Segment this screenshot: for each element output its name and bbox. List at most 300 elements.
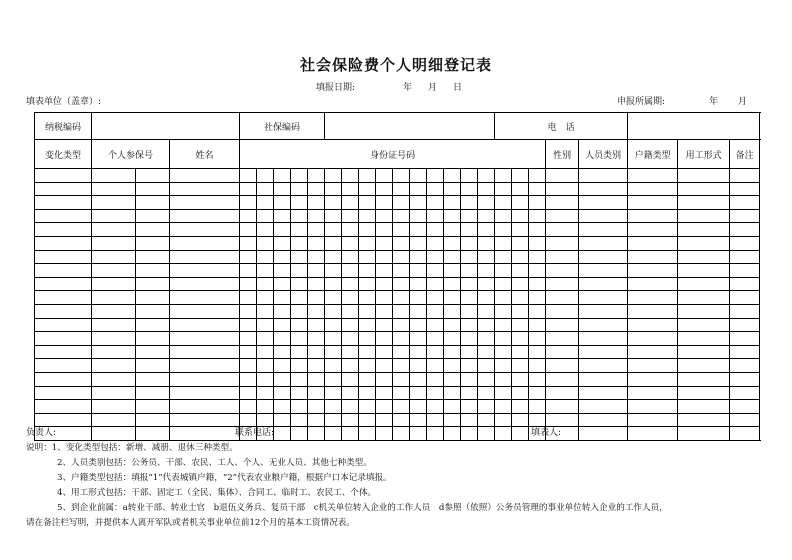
id-digit-cell[interactable] xyxy=(529,359,546,373)
entry-cell[interactable] xyxy=(628,277,678,291)
id-digit-cell[interactable] xyxy=(342,209,359,223)
entry-cell[interactable] xyxy=(136,236,170,250)
id-digit-cell[interactable] xyxy=(291,264,308,278)
entry-cell[interactable] xyxy=(628,400,678,414)
entry-cell[interactable] xyxy=(628,332,678,346)
id-digit-cell[interactable] xyxy=(461,332,478,346)
id-digit-cell[interactable] xyxy=(427,359,444,373)
entry-cell[interactable] xyxy=(170,427,240,441)
id-digit-cell[interactable] xyxy=(512,264,529,278)
id-digit-cell[interactable] xyxy=(308,304,325,318)
entry-cell[interactable] xyxy=(136,169,170,183)
id-digit-cell[interactable] xyxy=(240,413,257,427)
entry-cell[interactable] xyxy=(546,400,579,414)
entry-cell[interactable] xyxy=(628,169,678,183)
id-digit-cell[interactable] xyxy=(274,413,291,427)
entry-cell[interactable] xyxy=(92,332,136,346)
id-digit-cell[interactable] xyxy=(427,250,444,264)
entry-cell[interactable] xyxy=(170,291,240,305)
id-digit-cell[interactable] xyxy=(291,332,308,346)
id-digit-cell[interactable] xyxy=(325,264,342,278)
id-digit-cell[interactable] xyxy=(325,427,342,441)
entry-cell[interactable] xyxy=(92,304,136,318)
id-digit-cell[interactable] xyxy=(325,345,342,359)
id-digit-cell[interactable] xyxy=(478,413,495,427)
id-digit-cell[interactable] xyxy=(342,223,359,237)
entry-cell[interactable] xyxy=(136,264,170,278)
entry-cell[interactable] xyxy=(678,386,730,400)
entry-cell[interactable] xyxy=(35,223,92,237)
id-digit-cell[interactable] xyxy=(512,236,529,250)
entry-cell[interactable] xyxy=(136,277,170,291)
id-digit-cell[interactable] xyxy=(291,277,308,291)
id-digit-cell[interactable] xyxy=(495,413,512,427)
id-digit-cell[interactable] xyxy=(495,291,512,305)
entry-cell[interactable] xyxy=(730,386,760,400)
entry-cell[interactable] xyxy=(546,318,579,332)
id-digit-cell[interactable] xyxy=(444,400,461,414)
id-digit-cell[interactable] xyxy=(257,386,274,400)
id-digit-cell[interactable] xyxy=(291,427,308,441)
id-digit-cell[interactable] xyxy=(325,250,342,264)
id-digit-cell[interactable] xyxy=(427,209,444,223)
entry-cell[interactable] xyxy=(730,196,760,210)
id-digit-cell[interactable] xyxy=(478,236,495,250)
entry-cell[interactable] xyxy=(579,223,628,237)
entry-cell[interactable] xyxy=(92,400,136,414)
entry-cell[interactable] xyxy=(628,264,678,278)
id-digit-cell[interactable] xyxy=(308,223,325,237)
id-digit-cell[interactable] xyxy=(410,318,427,332)
id-digit-cell[interactable] xyxy=(478,169,495,183)
id-digit-cell[interactable] xyxy=(257,209,274,223)
id-digit-cell[interactable] xyxy=(410,277,427,291)
entry-cell[interactable] xyxy=(170,196,240,210)
id-digit-cell[interactable] xyxy=(512,291,529,305)
entry-cell[interactable] xyxy=(35,196,92,210)
id-digit-cell[interactable] xyxy=(308,209,325,223)
id-digit-cell[interactable] xyxy=(461,182,478,196)
entry-cell[interactable] xyxy=(628,182,678,196)
id-digit-cell[interactable] xyxy=(376,277,393,291)
id-digit-cell[interactable] xyxy=(427,386,444,400)
entry-cell[interactable] xyxy=(730,400,760,414)
entry-cell[interactable] xyxy=(546,264,579,278)
id-digit-cell[interactable] xyxy=(325,400,342,414)
entry-cell[interactable] xyxy=(628,413,678,427)
id-digit-cell[interactable] xyxy=(410,223,427,237)
id-digit-cell[interactable] xyxy=(393,318,410,332)
id-digit-cell[interactable] xyxy=(461,196,478,210)
entry-cell[interactable] xyxy=(579,236,628,250)
id-digit-cell[interactable] xyxy=(342,236,359,250)
id-digit-cell[interactable] xyxy=(461,291,478,305)
id-digit-cell[interactable] xyxy=(257,264,274,278)
id-digit-cell[interactable] xyxy=(461,277,478,291)
entry-cell[interactable] xyxy=(170,223,240,237)
entry-cell[interactable] xyxy=(579,304,628,318)
entry-cell[interactable] xyxy=(579,264,628,278)
entry-cell[interactable] xyxy=(546,209,579,223)
id-digit-cell[interactable] xyxy=(529,332,546,346)
entry-cell[interactable] xyxy=(92,427,136,441)
id-digit-cell[interactable] xyxy=(444,332,461,346)
id-digit-cell[interactable] xyxy=(342,169,359,183)
id-digit-cell[interactable] xyxy=(240,196,257,210)
entry-cell[interactable] xyxy=(678,250,730,264)
id-digit-cell[interactable] xyxy=(410,291,427,305)
id-digit-cell[interactable] xyxy=(308,236,325,250)
id-digit-cell[interactable] xyxy=(495,250,512,264)
id-digit-cell[interactable] xyxy=(444,236,461,250)
id-digit-cell[interactable] xyxy=(444,291,461,305)
id-digit-cell[interactable] xyxy=(410,359,427,373)
entry-cell[interactable] xyxy=(678,304,730,318)
entry-cell[interactable] xyxy=(170,413,240,427)
entry-cell[interactable] xyxy=(35,182,92,196)
id-digit-cell[interactable] xyxy=(342,250,359,264)
id-digit-cell[interactable] xyxy=(478,400,495,414)
id-digit-cell[interactable] xyxy=(410,209,427,223)
id-digit-cell[interactable] xyxy=(274,182,291,196)
id-digit-cell[interactable] xyxy=(444,386,461,400)
entry-cell[interactable] xyxy=(136,196,170,210)
entry-cell[interactable] xyxy=(35,264,92,278)
id-digit-cell[interactable] xyxy=(291,291,308,305)
id-digit-cell[interactable] xyxy=(495,264,512,278)
id-digit-cell[interactable] xyxy=(512,318,529,332)
entry-cell[interactable] xyxy=(170,345,240,359)
id-digit-cell[interactable] xyxy=(410,332,427,346)
id-digit-cell[interactable] xyxy=(240,372,257,386)
id-digit-cell[interactable] xyxy=(410,236,427,250)
id-digit-cell[interactable] xyxy=(376,182,393,196)
id-digit-cell[interactable] xyxy=(376,196,393,210)
entry-cell[interactable] xyxy=(546,277,579,291)
id-digit-cell[interactable] xyxy=(393,209,410,223)
id-digit-cell[interactable] xyxy=(512,209,529,223)
id-digit-cell[interactable] xyxy=(410,264,427,278)
id-digit-cell[interactable] xyxy=(427,236,444,250)
id-digit-cell[interactable] xyxy=(359,277,376,291)
entry-cell[interactable] xyxy=(678,277,730,291)
id-digit-cell[interactable] xyxy=(478,427,495,441)
entry-cell[interactable] xyxy=(92,359,136,373)
entry-cell[interactable] xyxy=(628,345,678,359)
id-digit-cell[interactable] xyxy=(478,304,495,318)
entry-cell[interactable] xyxy=(579,182,628,196)
id-digit-cell[interactable] xyxy=(427,182,444,196)
id-digit-cell[interactable] xyxy=(359,332,376,346)
id-digit-cell[interactable] xyxy=(376,318,393,332)
entry-cell[interactable] xyxy=(92,413,136,427)
id-digit-cell[interactable] xyxy=(410,413,427,427)
id-digit-cell[interactable] xyxy=(342,264,359,278)
id-digit-cell[interactable] xyxy=(410,386,427,400)
id-digit-cell[interactable] xyxy=(359,359,376,373)
id-digit-cell[interactable] xyxy=(512,304,529,318)
entry-cell[interactable] xyxy=(730,372,760,386)
entry-cell[interactable] xyxy=(678,291,730,305)
entry-cell[interactable] xyxy=(730,182,760,196)
id-digit-cell[interactable] xyxy=(376,413,393,427)
id-digit-cell[interactable] xyxy=(240,223,257,237)
entry-cell[interactable] xyxy=(628,304,678,318)
entry-cell[interactable] xyxy=(136,427,170,441)
entry-cell[interactable] xyxy=(546,304,579,318)
id-digit-cell[interactable] xyxy=(342,182,359,196)
id-digit-cell[interactable] xyxy=(444,223,461,237)
entry-cell[interactable] xyxy=(678,236,730,250)
id-digit-cell[interactable] xyxy=(478,372,495,386)
id-digit-cell[interactable] xyxy=(427,277,444,291)
id-digit-cell[interactable] xyxy=(393,332,410,346)
entry-cell[interactable] xyxy=(678,264,730,278)
id-digit-cell[interactable] xyxy=(410,345,427,359)
id-digit-cell[interactable] xyxy=(376,332,393,346)
id-digit-cell[interactable] xyxy=(359,169,376,183)
id-digit-cell[interactable] xyxy=(257,196,274,210)
entry-cell[interactable] xyxy=(628,427,678,441)
entry-cell[interactable] xyxy=(678,359,730,373)
id-digit-cell[interactable] xyxy=(274,304,291,318)
id-digit-cell[interactable] xyxy=(359,427,376,441)
entry-cell[interactable] xyxy=(546,196,579,210)
id-digit-cell[interactable] xyxy=(240,318,257,332)
id-digit-cell[interactable] xyxy=(359,345,376,359)
id-digit-cell[interactable] xyxy=(359,209,376,223)
id-digit-cell[interactable] xyxy=(444,413,461,427)
entry-cell[interactable] xyxy=(92,250,136,264)
id-digit-cell[interactable] xyxy=(410,250,427,264)
id-digit-cell[interactable] xyxy=(257,413,274,427)
id-digit-cell[interactable] xyxy=(444,359,461,373)
entry-cell[interactable] xyxy=(730,318,760,332)
id-digit-cell[interactable] xyxy=(325,332,342,346)
id-digit-cell[interactable] xyxy=(240,400,257,414)
id-digit-cell[interactable] xyxy=(495,223,512,237)
id-digit-cell[interactable] xyxy=(478,250,495,264)
id-digit-cell[interactable] xyxy=(444,250,461,264)
id-digit-cell[interactable] xyxy=(529,413,546,427)
entry-cell[interactable] xyxy=(35,386,92,400)
id-digit-cell[interactable] xyxy=(529,277,546,291)
id-digit-cell[interactable] xyxy=(376,427,393,441)
id-digit-cell[interactable] xyxy=(325,223,342,237)
id-digit-cell[interactable] xyxy=(308,386,325,400)
id-digit-cell[interactable] xyxy=(325,304,342,318)
id-digit-cell[interactable] xyxy=(325,318,342,332)
id-digit-cell[interactable] xyxy=(495,345,512,359)
id-digit-cell[interactable] xyxy=(257,291,274,305)
entry-cell[interactable] xyxy=(170,386,240,400)
id-digit-cell[interactable] xyxy=(376,209,393,223)
tax-code-field[interactable] xyxy=(92,113,240,140)
id-digit-cell[interactable] xyxy=(461,386,478,400)
id-digit-cell[interactable] xyxy=(427,264,444,278)
id-digit-cell[interactable] xyxy=(461,345,478,359)
id-digit-cell[interactable] xyxy=(427,196,444,210)
entry-cell[interactable] xyxy=(92,318,136,332)
id-digit-cell[interactable] xyxy=(376,223,393,237)
id-digit-cell[interactable] xyxy=(478,318,495,332)
entry-cell[interactable] xyxy=(35,345,92,359)
entry-cell[interactable] xyxy=(730,236,760,250)
entry-cell[interactable] xyxy=(35,277,92,291)
id-digit-cell[interactable] xyxy=(478,345,495,359)
id-digit-cell[interactable] xyxy=(342,386,359,400)
id-digit-cell[interactable] xyxy=(427,427,444,441)
id-digit-cell[interactable] xyxy=(240,291,257,305)
id-digit-cell[interactable] xyxy=(512,182,529,196)
id-digit-cell[interactable] xyxy=(291,250,308,264)
id-digit-cell[interactable] xyxy=(461,209,478,223)
id-digit-cell[interactable] xyxy=(529,304,546,318)
id-digit-cell[interactable] xyxy=(478,196,495,210)
id-digit-cell[interactable] xyxy=(478,209,495,223)
id-digit-cell[interactable] xyxy=(393,196,410,210)
id-digit-cell[interactable] xyxy=(325,291,342,305)
id-digit-cell[interactable] xyxy=(461,427,478,441)
id-digit-cell[interactable] xyxy=(427,169,444,183)
entry-cell[interactable] xyxy=(92,345,136,359)
id-digit-cell[interactable] xyxy=(325,386,342,400)
id-digit-cell[interactable] xyxy=(342,345,359,359)
id-digit-cell[interactable] xyxy=(410,182,427,196)
id-digit-cell[interactable] xyxy=(393,264,410,278)
entry-cell[interactable] xyxy=(546,169,579,183)
id-digit-cell[interactable] xyxy=(529,291,546,305)
id-digit-cell[interactable] xyxy=(240,386,257,400)
id-digit-cell[interactable] xyxy=(529,236,546,250)
id-digit-cell[interactable] xyxy=(478,277,495,291)
id-digit-cell[interactable] xyxy=(291,182,308,196)
entry-cell[interactable] xyxy=(35,209,92,223)
id-digit-cell[interactable] xyxy=(444,196,461,210)
id-digit-cell[interactable] xyxy=(495,318,512,332)
entry-cell[interactable] xyxy=(579,386,628,400)
id-digit-cell[interactable] xyxy=(308,413,325,427)
id-digit-cell[interactable] xyxy=(478,264,495,278)
entry-cell[interactable] xyxy=(579,400,628,414)
id-digit-cell[interactable] xyxy=(257,236,274,250)
entry-cell[interactable] xyxy=(628,196,678,210)
entry-cell[interactable] xyxy=(546,359,579,373)
id-digit-cell[interactable] xyxy=(291,359,308,373)
id-digit-cell[interactable] xyxy=(444,304,461,318)
entry-cell[interactable] xyxy=(579,291,628,305)
id-digit-cell[interactable] xyxy=(478,291,495,305)
entry-cell[interactable] xyxy=(170,359,240,373)
id-digit-cell[interactable] xyxy=(308,427,325,441)
id-digit-cell[interactable] xyxy=(444,318,461,332)
entry-cell[interactable] xyxy=(546,236,579,250)
id-digit-cell[interactable] xyxy=(325,209,342,223)
id-digit-cell[interactable] xyxy=(342,332,359,346)
id-digit-cell[interactable] xyxy=(274,372,291,386)
entry-cell[interactable] xyxy=(92,264,136,278)
id-digit-cell[interactable] xyxy=(325,413,342,427)
id-digit-cell[interactable] xyxy=(308,400,325,414)
entry-cell[interactable] xyxy=(136,304,170,318)
id-digit-cell[interactable] xyxy=(444,182,461,196)
id-digit-cell[interactable] xyxy=(444,345,461,359)
id-digit-cell[interactable] xyxy=(376,291,393,305)
entry-cell[interactable] xyxy=(579,196,628,210)
id-digit-cell[interactable] xyxy=(512,427,529,441)
id-digit-cell[interactable] xyxy=(325,359,342,373)
id-digit-cell[interactable] xyxy=(529,386,546,400)
id-digit-cell[interactable] xyxy=(291,318,308,332)
entry-cell[interactable] xyxy=(92,196,136,210)
entry-cell[interactable] xyxy=(92,236,136,250)
entry-cell[interactable] xyxy=(678,223,730,237)
id-digit-cell[interactable] xyxy=(444,427,461,441)
id-digit-cell[interactable] xyxy=(529,345,546,359)
id-digit-cell[interactable] xyxy=(257,400,274,414)
id-digit-cell[interactable] xyxy=(359,182,376,196)
id-digit-cell[interactable] xyxy=(444,277,461,291)
id-digit-cell[interactable] xyxy=(376,345,393,359)
id-digit-cell[interactable] xyxy=(461,318,478,332)
id-digit-cell[interactable] xyxy=(393,372,410,386)
id-digit-cell[interactable] xyxy=(461,236,478,250)
id-digit-cell[interactable] xyxy=(257,250,274,264)
id-digit-cell[interactable] xyxy=(461,169,478,183)
id-digit-cell[interactable] xyxy=(359,400,376,414)
id-digit-cell[interactable] xyxy=(495,236,512,250)
entry-cell[interactable] xyxy=(678,332,730,346)
entry-cell[interactable] xyxy=(579,332,628,346)
entry-cell[interactable] xyxy=(92,386,136,400)
entry-cell[interactable] xyxy=(730,427,760,441)
id-digit-cell[interactable] xyxy=(444,209,461,223)
entry-cell[interactable] xyxy=(170,236,240,250)
entry-cell[interactable] xyxy=(730,264,760,278)
id-digit-cell[interactable] xyxy=(461,372,478,386)
entry-cell[interactable] xyxy=(136,400,170,414)
id-digit-cell[interactable] xyxy=(274,332,291,346)
id-digit-cell[interactable] xyxy=(461,264,478,278)
id-digit-cell[interactable] xyxy=(512,386,529,400)
entry-cell[interactable] xyxy=(136,345,170,359)
id-digit-cell[interactable] xyxy=(359,386,376,400)
entry-cell[interactable] xyxy=(678,169,730,183)
id-digit-cell[interactable] xyxy=(291,223,308,237)
id-digit-cell[interactable] xyxy=(342,304,359,318)
id-digit-cell[interactable] xyxy=(410,372,427,386)
id-digit-cell[interactable] xyxy=(257,223,274,237)
id-digit-cell[interactable] xyxy=(274,291,291,305)
entry-cell[interactable] xyxy=(730,250,760,264)
id-digit-cell[interactable] xyxy=(410,427,427,441)
entry-cell[interactable] xyxy=(628,223,678,237)
entry-cell[interactable] xyxy=(92,223,136,237)
entry-cell[interactable] xyxy=(678,182,730,196)
id-digit-cell[interactable] xyxy=(308,359,325,373)
id-digit-cell[interactable] xyxy=(308,332,325,346)
entry-cell[interactable] xyxy=(546,386,579,400)
id-digit-cell[interactable] xyxy=(325,277,342,291)
entry-cell[interactable] xyxy=(730,223,760,237)
id-digit-cell[interactable] xyxy=(342,400,359,414)
id-digit-cell[interactable] xyxy=(257,182,274,196)
entry-cell[interactable] xyxy=(546,223,579,237)
entry-cell[interactable] xyxy=(730,209,760,223)
id-digit-cell[interactable] xyxy=(393,304,410,318)
id-digit-cell[interactable] xyxy=(308,264,325,278)
entry-cell[interactable] xyxy=(546,182,579,196)
